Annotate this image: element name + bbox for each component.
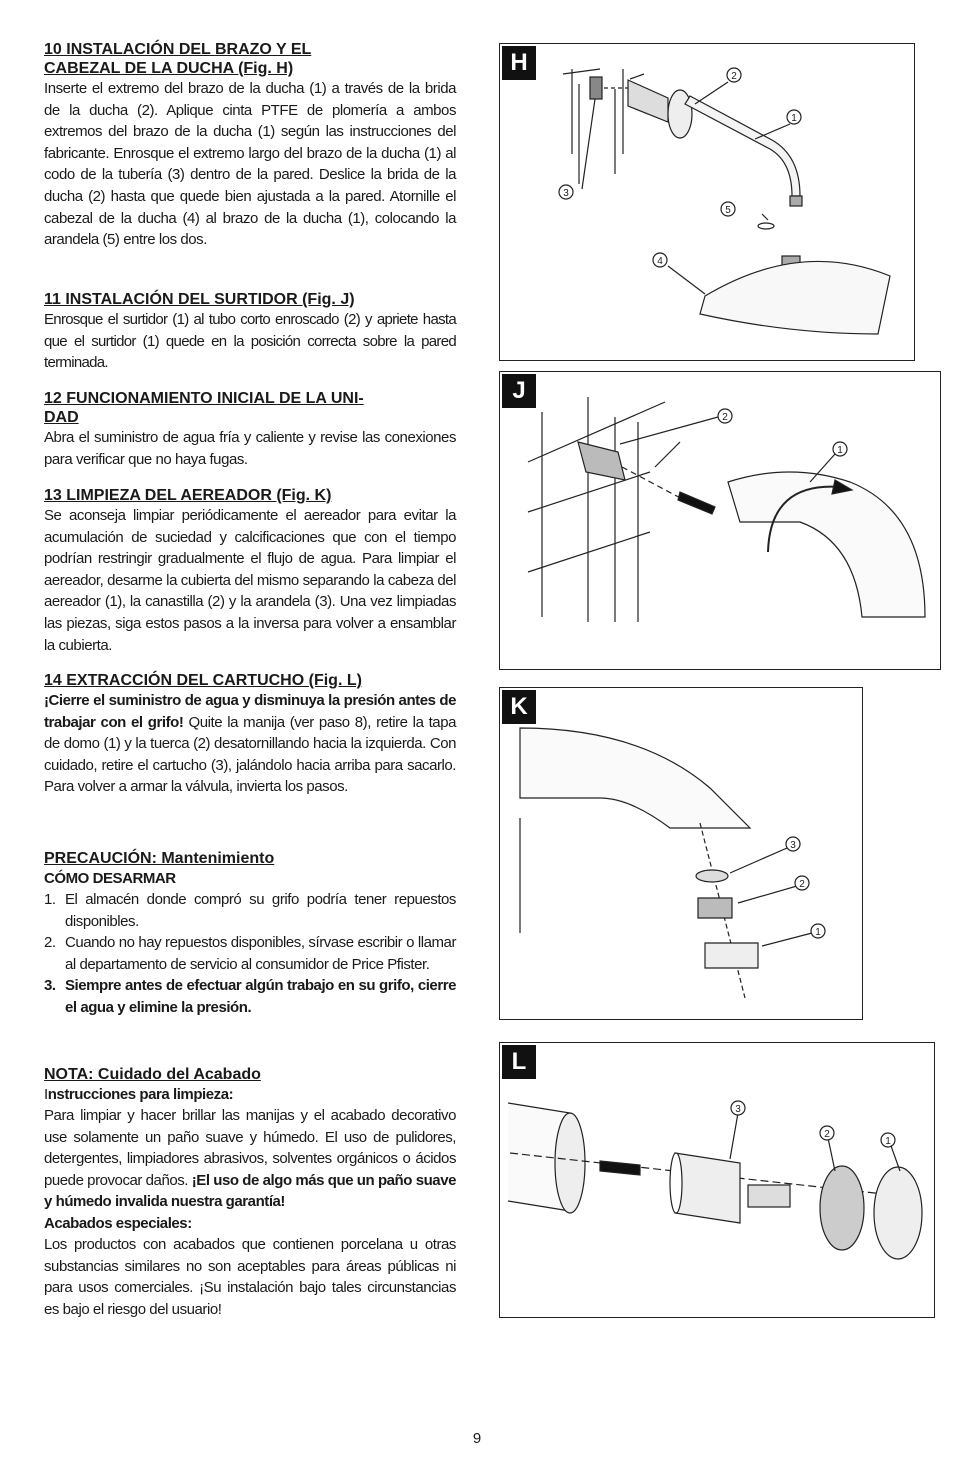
figure-j-label: J: [502, 374, 536, 408]
callout-1: 1: [885, 1136, 891, 1147]
caution-title: PRECAUCIÓN: Mantenimiento: [44, 850, 275, 867]
note-subtitle-cleaning: Instrucciones para limpieza:: [44, 1086, 234, 1103]
section-10-body: Inserte el extremo del brazo de la ducha (1) a través de la brida de la ducha (2). Aplique cinta PTFE de plomería a ambos extremos del brazo de la ducha (1) según las instrucciones del fabricante. Enrosque el extremo largo del brazo de la ducha (1) al codo de la tubería (3) dentro de la pared. Deslice la brida de la ducha (2) hasta que quede bien ajustada a la pared. Atornille el cabezal de la ducha (4) al brazo de la ducha (1), colocando la arandela (5) entre los dos.: [44, 80, 456, 249]
list-item: 1. El almacén donde compró su grifo podría tener repuestos disponibles.: [44, 891, 456, 930]
section-11-body: Enrosque el surtidor (1) al tubo corto enroscado (2) y apriete hasta que el surtidor (1) quede en la posición correcta sobre la pared terminada.: [44, 311, 456, 372]
callout-1: 1: [791, 113, 797, 124]
section-13-title: 13 LIMPIEZA DEL AEREADOR (Fig. K): [44, 487, 332, 504]
shower-arm-diagram: [500, 44, 914, 360]
callout-1: 1: [815, 927, 821, 938]
figure-h: [499, 43, 915, 361]
section-12-body: Abra el suministro de agua fría y caliente y revise las conexiones para verificar que no haya fugas.: [44, 429, 456, 468]
section-10-title: 10 INSTALACIÓN DEL BRAZO Y EL CABEZAL DE LA DUCHA (Fig. H): [44, 41, 312, 77]
note-subtitle-finishes: Acabados especiales:: [44, 1214, 192, 1232]
aerator-diagram: [500, 688, 862, 1019]
note-body-cleaning: Para limpiar y hacer brillar las manijas y el acabado decorativo use solamente un paño suave y húmedo. El uso de pulidores, detergentes, limpiadores abrasivos, solventes orgánicos o ácidos puede provocar daños. ¡El uso de algo más que un paño suave y húmedo invalida nuestra garantía!: [44, 1107, 456, 1211]
list-item: 3. Siempre antes de efectuar algún trabajo en su grifo, cierre el agua y elimine la presión.: [44, 977, 456, 1016]
spout-diagram: [500, 372, 940, 669]
section-14: [44, 671, 456, 798]
callout-2: 2: [824, 1129, 830, 1140]
callout-1: 1: [837, 445, 843, 456]
callout-2: 2: [799, 879, 805, 890]
section-13: [44, 486, 456, 656]
section-12: [44, 389, 456, 470]
caution-block: [44, 849, 456, 1019]
callout-3: 3: [735, 1104, 741, 1115]
cartridge-diagram: [500, 1043, 934, 1317]
figure-j: [499, 371, 941, 670]
section-11-title: 11 INSTALACIÓN DEL SURTIDOR (Fig. J): [44, 291, 355, 308]
caution-list: [44, 889, 456, 1019]
page-number: 9: [472, 1430, 482, 1447]
figure-k: [499, 687, 863, 1020]
figure-h-label: H: [502, 46, 536, 80]
figure-l: [499, 1042, 935, 1318]
callout-5: 5: [725, 205, 731, 216]
figure-k-label: K: [502, 690, 536, 724]
callout-3: 3: [563, 188, 569, 199]
section-14-title: 14 EXTRACCIÓN DEL CARTUCHO (Fig. L): [44, 672, 362, 689]
note-body-finishes: Los productos con acabados que contienen porcelana u otras substancias similares no son aceptables para áreas públicas ni para usos comerciales. ¡Su instalación bajo tales circunstancias es bajo el riesgo del usuario!: [44, 1235, 456, 1318]
section-11: [44, 290, 456, 374]
caution-subtitle: CÓMO DESARMAR: [44, 870, 176, 887]
section-12-title: 12 FUNCIONAMIENTO INICIAL DE LA UNI- DAD: [44, 390, 364, 426]
callout-3: 3: [790, 840, 796, 851]
list-item: 2. Cuando no hay repuestos disponibles, sírvase escribir o llamar al departamento de servicio al consumidor de Price Pfister.: [44, 934, 456, 973]
callout-4: 4: [657, 256, 663, 267]
callout-2: 2: [731, 71, 737, 82]
note-title: NOTA: Cuidado del Acabado: [44, 1066, 261, 1083]
section-14-body: ¡Cierre el suministro de agua y disminuya la presión antes de trabajar con el grifo! Quite la manija (ver paso 8), retire la tapa de domo (1) y la tuerca (2) desatornillando hacia la izquierda. Con cuidado, retire el cartucho (3), jalándolo hacia arriba para sacarlo. Para volver a armar la válvula, invierta los pasos.: [44, 692, 456, 796]
note-block: [44, 1065, 456, 1320]
figure-l-label: L: [502, 1045, 536, 1079]
callout-2: 2: [722, 412, 728, 423]
section-13-body: Se aconseja limpiar periódicamente el aereador para evitar la acumulación de suciedad y calcificaciones que con el tiempo podrían restringir gradualmente el flujo de agua. Para limpiar el aereador, desarme la cubierta del mismo separando la cabeza del aereador (1), la canastilla (2) y la arandela (3). Una vez limpiadas las piezas, siga estos pasos a la inversa para volver a ensamblar la cubierta.: [44, 507, 456, 654]
section-10: [44, 40, 456, 251]
